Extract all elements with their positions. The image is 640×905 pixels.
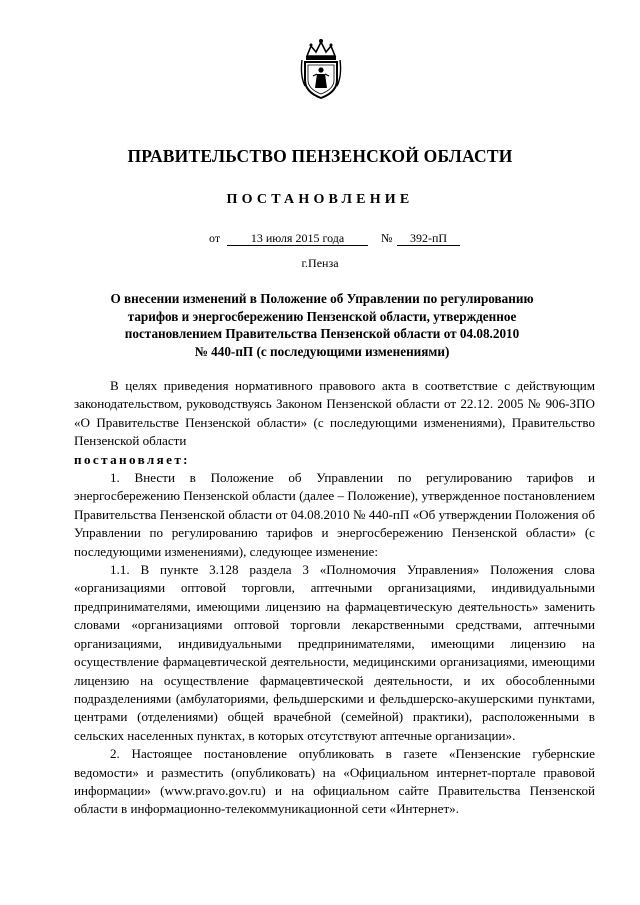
subject-line: О внесении изменений в Положение об Управлении по регулированию	[110, 291, 534, 306]
decree-word: постановляет:	[74, 451, 190, 467]
number-label: №	[381, 231, 393, 245]
subject-line: № 440-пП (с последующими изменениями)	[194, 343, 450, 359]
subject-line: постановлением Правительства Пензенской области от 04.08.2010	[124, 326, 520, 342]
document-body	[74, 377, 595, 819]
item-1-paragraph: 1. Внести в Положение об Управлении по регулированию тарифов и энергосбережению Пензенской области (далее – Положение), утвержденное постановлением Правительства Пензенской области от 04.08.2010 № 440-пП «Об утверждении Положения об Управлении по регулированию тарифов и энергосбережению Пензенской области» (с последующими изменениями), следующее изменение:	[74, 470, 595, 559]
item-2-paragraph: 2. Настоящее постановление опубликовать в газете «Пензенские губернские ведомости» и разместить (опубликовать) на «Официальном интернет-портале правовой информации» (www.pravo.gov.ru) и на официальном сайте Правительства Пензенской области в информационно-телекоммуникационной сети «Интернет».	[74, 746, 595, 817]
item-1-1-paragraph: 1.1. В пункте 3.128 раздела 3 «Полномочия Управления» Положения слова «организациями оптовой торговли, аптечными организациями, индивидуальными предпринимателями, имеющими лицензию на фармацевтическую деятельность» заменить словами «организациями оптовой торговли лекарственными средствами, аптечными организациями, индивидуальными предпринимателями, имеющими лицензию на осуществление фармацевтической деятельности, медицинскими организациями, имеющими лицензию на осуществление фармацевтической деятельности, и их обособленными подразделениями (амбулаториями, фельдшерскими и фельдшерско-акушерскими пунктами, центрами (отделениями) общей врачебной (семейной) практики), расположенными в сельских населенных пунктах, в которых отсутствуют аптечные организации».	[74, 562, 595, 743]
city: г.Пенза	[301, 256, 339, 270]
preamble-paragraph: В целях приведения нормативного правового акта в соответствие с действующим законодательством, руководствуясь Законом Пензенской области от 22.12. 2005 № 906-ЗПО «О Правительстве Пензенской области» (с последующими изменениями), Правительство Пензенской области	[74, 378, 595, 449]
government-title: ПРАВИТЕЛЬСТВО ПЕНЗЕНСКОЙ ОБЛАСТИ	[127, 146, 513, 166]
document-type: ПОСТАНОВЛЕНИЕ	[226, 192, 414, 207]
date-from-label: от	[209, 231, 221, 245]
subject-line: тарифов и энергосбережению Пензенской области, утвержденное	[127, 308, 517, 324]
coat-of-arms-icon	[297, 36, 345, 100]
document-number: 392-пП	[397, 231, 460, 246]
document-subject	[72, 290, 572, 360]
document-date: 13 июля 2015 года	[227, 231, 368, 246]
date-number-line	[0, 231, 640, 249]
